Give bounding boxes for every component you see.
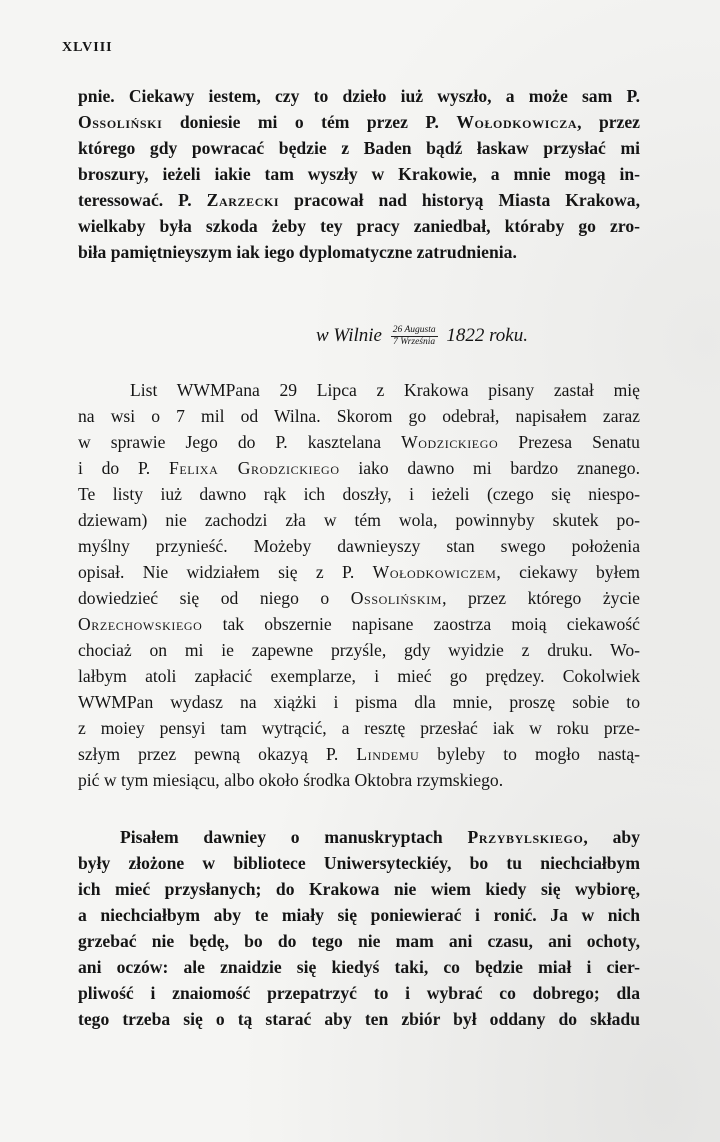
text-run: , przez — [577, 112, 640, 132]
text-run: i do P. — [78, 458, 169, 478]
text-run: , aby — [583, 827, 640, 847]
text-run: pić w tym miesiącu, albo około środka Oktobra rzymskiego. — [78, 770, 504, 790]
text-line — [78, 161, 640, 187]
text-line — [78, 741, 640, 767]
text-run: w sprawie Jego do P. kasztelana — [78, 432, 402, 452]
text-line — [78, 980, 640, 1006]
text-line — [78, 187, 640, 213]
text-line — [78, 109, 640, 135]
text-run: wielkaby była szkoda żeby tey pracy zaniedbał, któraby go zro- — [78, 216, 640, 236]
dateline-place: w Wilnie — [316, 325, 382, 346]
text-line — [78, 715, 640, 741]
text-run: , przez którego życie — [442, 588, 640, 608]
paragraph-1 — [78, 83, 640, 265]
text-line — [78, 928, 640, 954]
text-line — [78, 507, 640, 533]
dateline-denominator: 7 Września — [393, 337, 436, 348]
text-line — [78, 135, 640, 161]
text-line — [78, 585, 640, 611]
text-run: Prezesa Senatu — [498, 432, 640, 452]
text-line — [78, 533, 640, 559]
text-line — [78, 429, 640, 455]
text-run: Pisałem dawniey o manuskryptach — [120, 827, 468, 847]
dateline-numerator: 26 Augusta — [392, 325, 436, 336]
dateline-date-fraction — [391, 325, 438, 348]
text-run: doniesie mi o tém przez P. — [162, 112, 457, 132]
text-line — [78, 637, 640, 663]
proper-name: Przybylskiego — [467, 827, 584, 847]
text-line — [78, 1006, 640, 1032]
proper-name: Lindemu — [356, 744, 420, 764]
text-run: pliwość i znaiomość przepatrzyć to i wybrać co dobrego; dla — [78, 983, 640, 1003]
text-run: pnie. Ciekawy iestem, czy to dzieło iuż wyszło, a może sam P. — [78, 86, 640, 106]
text-line — [78, 559, 640, 585]
text-run: były złożone w bibliotece Uniwersyteckiéy, bo tu niechciałbym — [78, 853, 640, 873]
dateline — [316, 325, 528, 348]
text-line — [78, 213, 640, 239]
text-run: myślny przynieść. Możeby dawnieyszy stan swego położenia — [78, 536, 640, 556]
text-line — [78, 455, 640, 481]
text-line — [78, 689, 640, 715]
text-line — [78, 767, 640, 793]
proper-name: Wołodkowicza — [456, 112, 578, 132]
text-line — [78, 611, 640, 637]
text-run: a niechciałbym aby te miały się poniewierać i ronić. Ja w nich — [78, 905, 640, 925]
text-run: lałbym atoli zapłacić exemplarze, i mieć go prędzey. Cokolwiek — [78, 666, 640, 686]
text-run: teressować. P. — [78, 190, 207, 210]
text-run: Te listy iuż dawno rąk ich doszły, i ieżeli (czego się niespo- — [78, 484, 640, 504]
text-run: dowiedzieć się od niego o — [78, 588, 351, 608]
proper-name: Ossolińskim — [350, 588, 443, 608]
text-run: którego gdy powracać będzie z Baden bądź łaskaw przysłać mi — [78, 138, 640, 158]
text-run: tego trzeba się o tą starać aby ten zbiór był oddany do składu — [78, 1009, 640, 1029]
text-run: chociaż on mi ie zapewne przyśle, gdy wyidzie z druku. Wo- — [78, 640, 640, 660]
running-head: XLVIII — [62, 40, 113, 55]
text-line — [78, 954, 640, 980]
text-run: List WWMPana 29 Lipca z Krakowa pisany zastał mię — [130, 380, 640, 400]
text-line — [78, 239, 640, 265]
text-run: szłym przez pewną okazyą P. — [78, 744, 357, 764]
proper-name: Wodzickiego — [401, 432, 499, 452]
text-line — [78, 83, 640, 109]
text-run: dziewam) nie zachodzi zła w tém wola, powinnyby skutek po- — [78, 510, 640, 530]
text-run: z moiey pensyi tam wytrącić, a resztę przesłać iak w roku prze- — [78, 718, 640, 738]
text-line — [78, 876, 640, 902]
proper-name: Felixa Grodzickiego — [168, 458, 340, 478]
text-run: ich mieć przysłanych; do Krakowa nie wiem kiedy się wybiorę, — [78, 879, 640, 899]
proper-name: Orzechowskiego — [78, 614, 203, 634]
text-line — [78, 403, 640, 429]
text-line — [78, 377, 640, 403]
text-run: pracował nad historyą Miasta Krakowa, — [279, 190, 640, 210]
proper-name: Zarzecki — [206, 190, 280, 210]
text-run: WWMPan wydasz na xiążki i pisma dla mnie, proszę sobie to — [78, 692, 640, 712]
text-run: , ciekawy byłem — [496, 562, 640, 582]
text-run: broszury, ieżeli iakie tam wyszły w Krakowie, a mnie mogą in- — [78, 164, 640, 184]
text-run: iako dawno mi bardzo znanego. — [339, 458, 640, 478]
proper-name: Wołodkowiczem — [372, 562, 497, 582]
paragraph-3 — [78, 824, 640, 1032]
text-run: grzebać nie będę, bo do tego nie mam ani czasu, ani ochoty, — [78, 931, 640, 951]
text-run: byleby to mogło nastą- — [419, 744, 640, 764]
text-run: opisał. Nie widziałem się z P. — [78, 562, 373, 582]
proper-name: Ossoliński — [78, 112, 163, 132]
text-line — [78, 663, 640, 689]
text-line — [78, 850, 640, 876]
paragraph-2 — [78, 377, 640, 793]
text-run: biła pamiętnieyszym iak iego dyplomatyczne zatrudnienia. — [78, 242, 517, 262]
text-line — [78, 824, 640, 850]
text-run: ani oczów: ale znaidzie się kiedyś taki, co będzie miał i cier- — [78, 957, 640, 977]
text-run: tak obszernie napisane zaostrza moią ciekawość — [202, 614, 640, 634]
text-line — [78, 481, 640, 507]
dateline-year: 1822 roku. — [446, 325, 528, 346]
text-run: na wsi o 7 mil od Wilna. Skorom go odebrał, napisałem zaraz — [78, 406, 640, 426]
text-line — [78, 902, 640, 928]
